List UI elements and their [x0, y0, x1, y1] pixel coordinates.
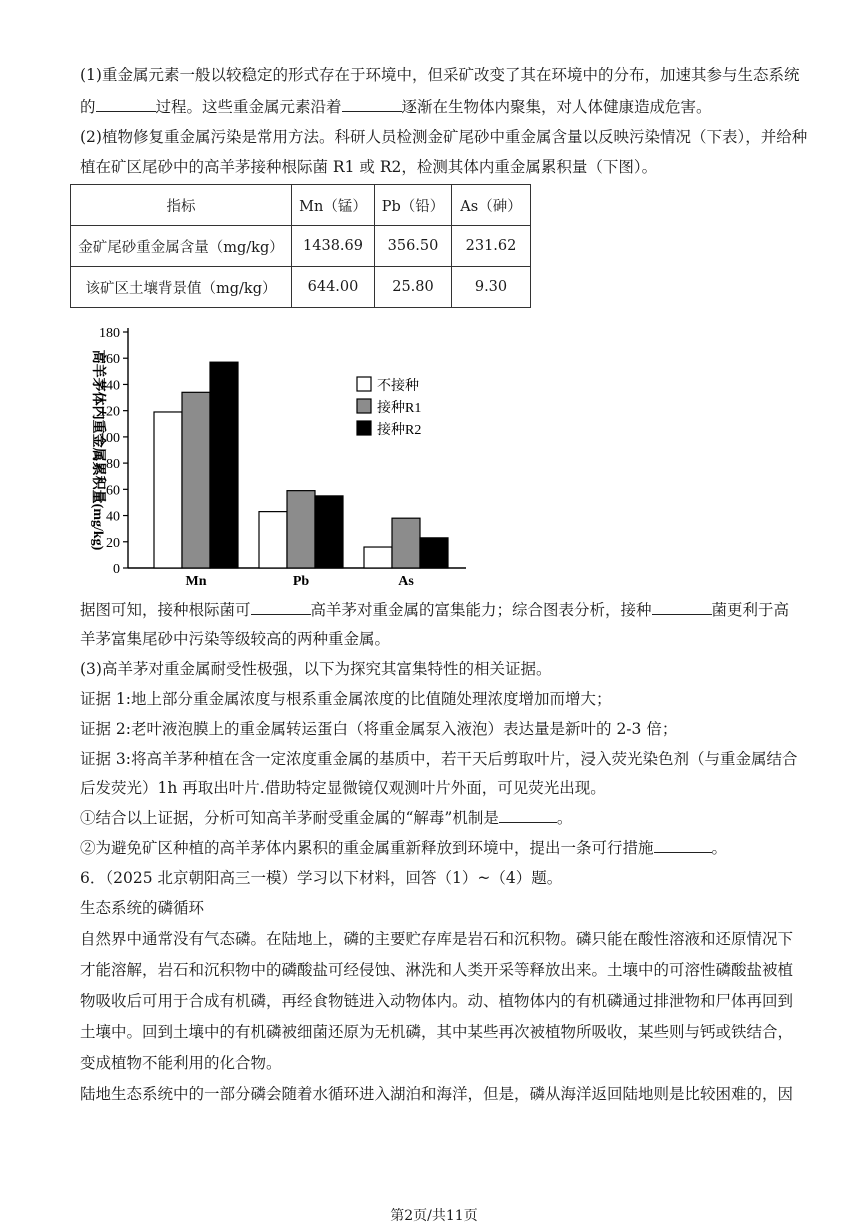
table-cell: 231.62 — [452, 226, 531, 267]
q6-title: 6．（2025 北京朝阳高三一模）学习以下材料，回答（1）~（4）题。 — [80, 869, 563, 887]
article-heading: 生态系统的磷循环 — [80, 899, 205, 917]
article-paragraph-1-line: 物吸收后可用于合成有机磷，再经食物链进入动物体内。动、植物体内的有机磷通过排泄物和尸体再回到 — [80, 992, 794, 1010]
answer-blank — [652, 598, 712, 615]
q1-line-1: (1)重金属元素一般以较稳定的形式存在于环境中，但采矿改变了其在环境中的分布，加速其参与生态系统 — [80, 66, 800, 84]
table-header-cell: 指标 — [71, 185, 292, 226]
bar — [154, 412, 182, 568]
analysis-text-b: 高羊茅对重金属的富集能力；综合图表分析，接种 — [310, 601, 652, 619]
q3-sub-1 — [80, 806, 572, 829]
table-header-cell: Pb（铅） — [375, 185, 452, 226]
y-tick-label: 180 — [99, 326, 120, 341]
legend-label: 不接种 — [377, 379, 419, 394]
article-paragraph-1-line: 自然界中通常没有气态磷。在陆地上，磷的主要贮存库是岩石和沉积物。磷只能在酸性溶液和还原情况下 — [80, 930, 794, 948]
y-axis-label: 高羊茅体内重金属累积量(mg/kg) — [90, 349, 105, 551]
table-row — [71, 226, 531, 267]
accumulation-bar-chart — [70, 312, 490, 592]
table-cell: 金矿尾砂重金属含量（mg/kg） — [71, 226, 292, 267]
table-header-cell: As（砷） — [452, 185, 531, 226]
analysis-line-1 — [80, 598, 789, 621]
q1-text-b: 过程。这些重金属元素沿着 — [155, 98, 342, 116]
answer-blank — [251, 598, 311, 615]
table-cell: 1438.69 — [292, 226, 375, 267]
bar — [210, 362, 238, 568]
answer-blank — [342, 95, 402, 112]
answer-blank — [654, 836, 712, 853]
heavy-metal-table — [70, 184, 531, 308]
y-tick-label: 20 — [106, 535, 120, 551]
evidence-2: 证据 2:老叶液泡膜上的重金属转运蛋白（将重金属泵入液泡）表达量是新叶的 2-3 倍； — [80, 720, 678, 738]
y-tick-label: 0 — [113, 562, 120, 577]
table-cell: 9.30 — [452, 267, 531, 308]
bar — [182, 392, 210, 568]
y-tick-label: 160 — [99, 352, 120, 368]
q3-sub-2-text: ②为避免矿区种植的高羊茅体内累积的重金属重新释放到环境中，提出一条可行措施 — [80, 839, 654, 857]
legend-swatch — [357, 377, 371, 391]
page-footer: 第2页/共11页 — [390, 1208, 478, 1224]
table-cell: 该矿区土壤背景值（mg/kg） — [71, 267, 292, 308]
x-tick-label: As — [398, 574, 414, 589]
article-paragraph-1-line: 变成植物不能利用的化合物。 — [80, 1054, 282, 1072]
y-tick-label: 120 — [99, 404, 120, 420]
table-header-cell: Mn（锰） — [292, 185, 375, 226]
legend-swatch — [357, 399, 371, 413]
analysis-text-a: 据图可知，接种根际菌可 — [80, 601, 251, 619]
table-cell: 25.80 — [375, 267, 452, 308]
q2-line-2: 植在矿区尾砂中的高羊茅接种根际菌 R1 或 R2，检测其体内重金属累积量（下图）。 — [80, 158, 658, 176]
q3-intro: (3)高羊茅对重金属耐受性极强，以下为探究其富集特性的相关证据。 — [80, 660, 552, 678]
legend-label: 接种R2 — [377, 423, 422, 438]
legend-label: 接种R1 — [377, 401, 422, 416]
q1-text-a: 的 — [80, 98, 96, 116]
y-tick-label: 140 — [99, 378, 120, 394]
q3-sub-1-text: ①结合以上证据，分析可知高羊茅耐受重金属的“解毒”机制是 — [80, 809, 499, 827]
y-tick-label: 40 — [106, 509, 120, 525]
table-row — [71, 267, 531, 308]
bar — [364, 547, 392, 568]
bar — [420, 538, 448, 568]
table-cell: 356.50 — [375, 226, 452, 267]
article-paragraph-1-line: 才能溶解，岩石和沉积物中的磷酸盐可经侵蚀、淋洗和人类开采等释放出来。土壤中的可溶性磷酸盐被植 — [80, 961, 794, 979]
q1-text-c: 逐渐在生物体内聚集，对人体健康造成危害。 — [401, 98, 712, 116]
bar — [287, 491, 315, 568]
evidence-3-line-1: 证据 3:将高羊茅种植在含一定浓度重金属的基质中，若干天后剪取叶片，浸入荧光染色剂（与重金属结合 — [80, 750, 798, 768]
bar — [315, 496, 343, 568]
q1-line-2 — [80, 95, 712, 118]
q2-line-1: (2)植物修复重金属污染是常用方法。科研人员检测金矿尾砂中重金属含量以反映污染情况（下表），并给种 — [80, 128, 808, 146]
q3-sub-1-end: 。 — [556, 809, 573, 827]
y-tick-label: 100 — [99, 430, 120, 446]
q3-sub-2 — [80, 836, 727, 859]
x-tick-label: Pb — [292, 574, 310, 589]
y-tick-label: 80 — [106, 457, 120, 473]
y-tick-label: 60 — [106, 483, 120, 499]
evidence-1: 证据 1:地上部分重金属浓度与根系重金属浓度的比值随处理浓度增加而增大； — [80, 690, 612, 708]
article-paragraph-1-line: 土壤中。回到土壤中的有机磷被细菌还原为无机磷，其中某些再次被植物所吸收，某些则与钙或铁结合， — [80, 1023, 794, 1041]
table-cell: 644.00 — [292, 267, 375, 308]
q3-sub-2-end: 。 — [711, 839, 728, 857]
evidence-3-line-2: 后发荧光）1h 再取出叶片.借助特定显微镜仅观测叶片外面，可见荧光出现。 — [80, 779, 606, 797]
x-tick-label: Mn — [185, 574, 207, 589]
legend-swatch — [357, 421, 371, 435]
bar — [392, 518, 420, 568]
analysis-line-2: 羊茅富集尾砂中污染等级较高的两种重金属。 — [80, 630, 391, 648]
article-paragraph-2-line: 陆地生态系统中的一部分磷会随着水循环进入湖泊和海洋，但是，磷从海洋返回陆地则是比较困难的，因 — [80, 1085, 794, 1103]
bar — [259, 512, 287, 568]
table-header-row — [71, 185, 531, 226]
answer-blank — [499, 806, 557, 823]
analysis-text-c: 菌更利于高 — [711, 601, 790, 619]
answer-blank — [96, 95, 156, 112]
